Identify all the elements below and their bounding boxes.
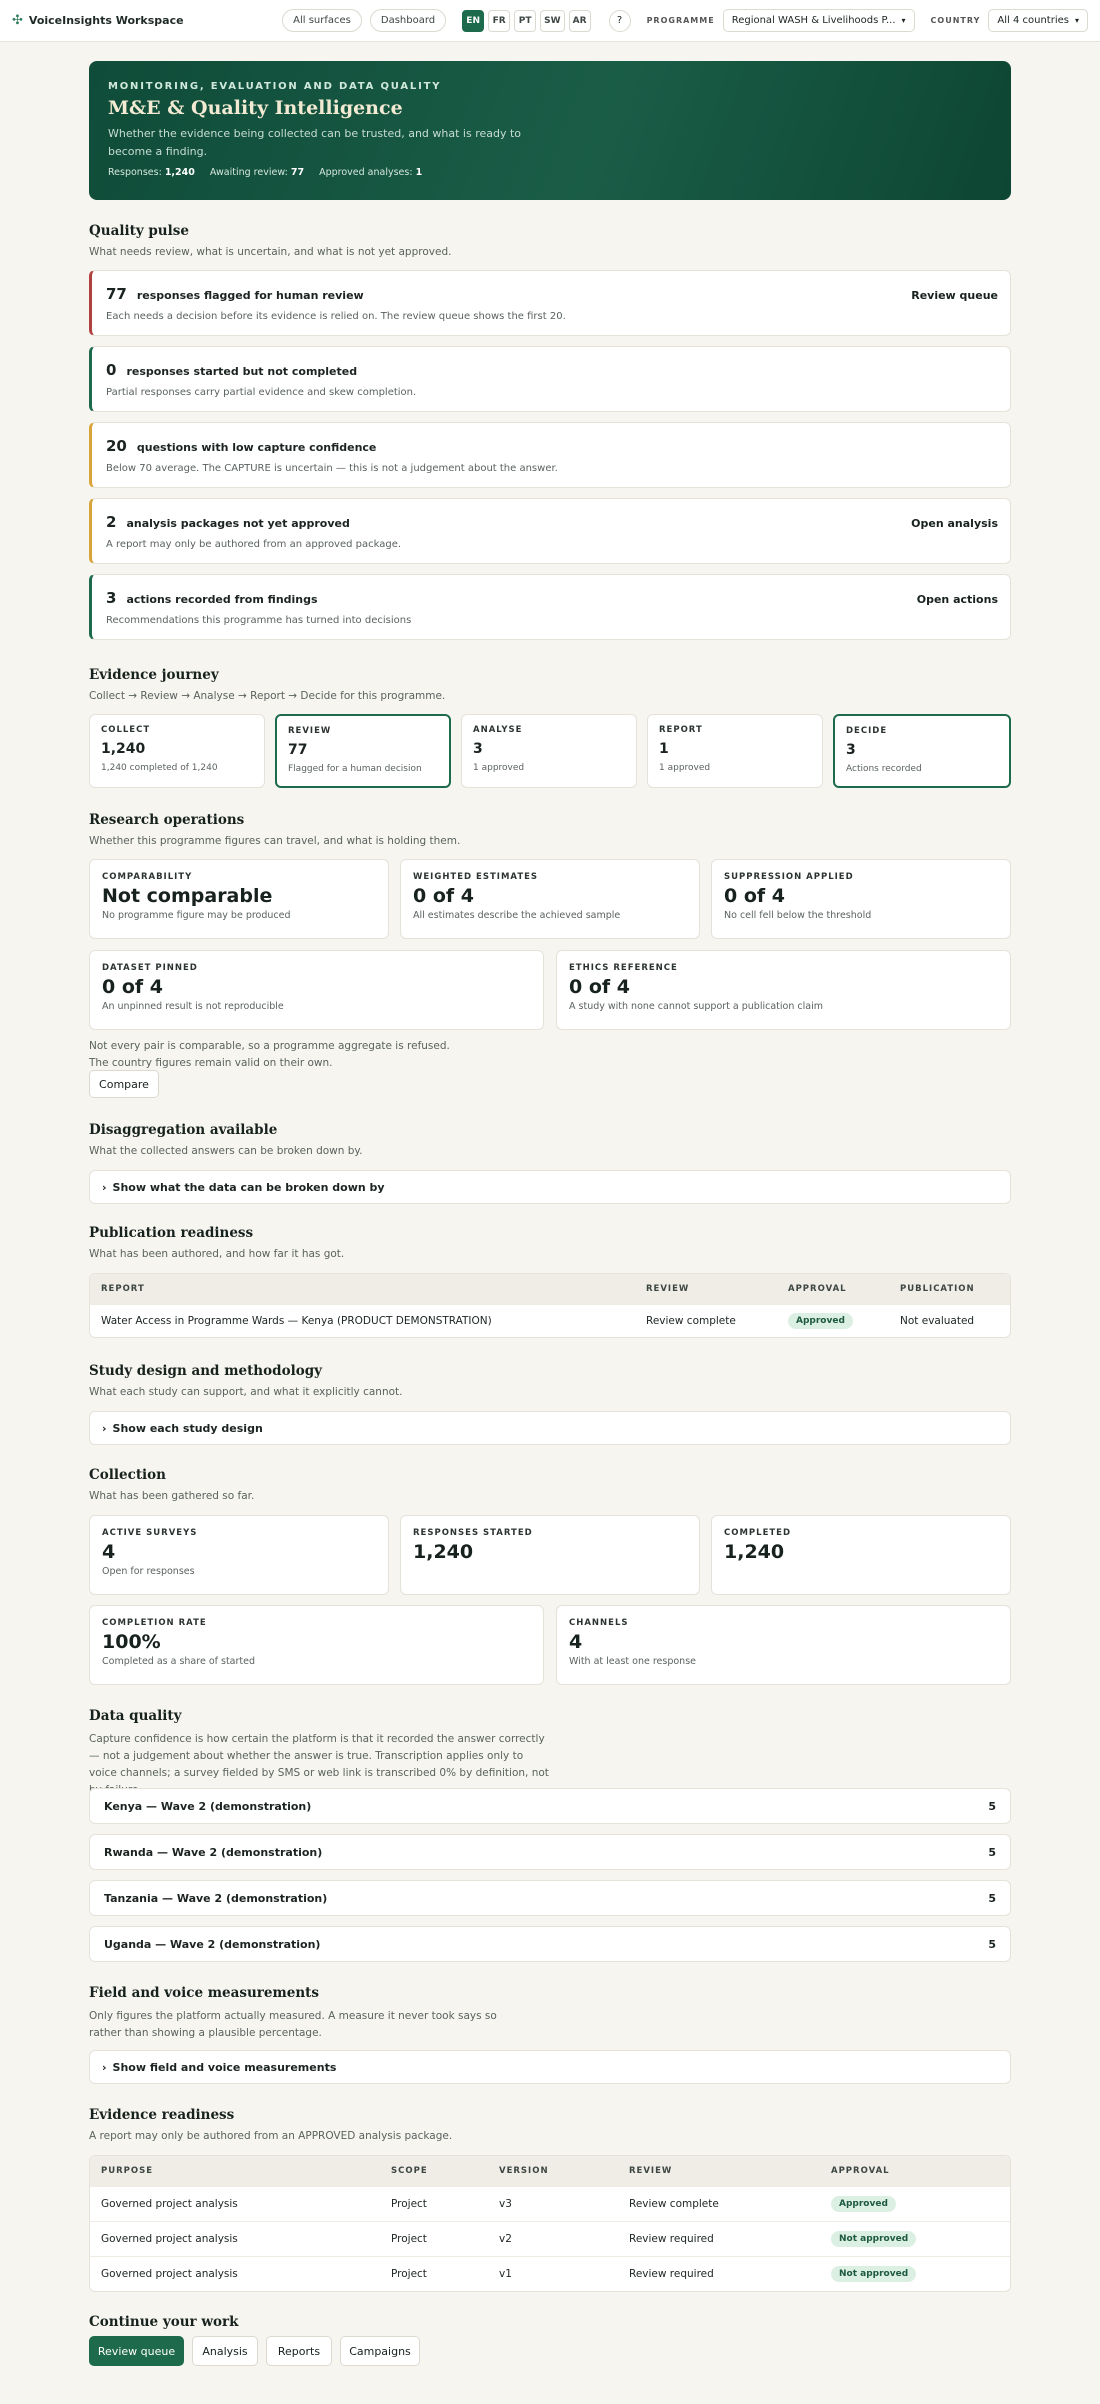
section-subtitle: What the collected answers can be broken down by. [89,1145,363,1157]
scope-cell: Project [391,2233,427,2245]
top-bar [0,0,1100,42]
section-subtitle: What has been authored, and how far it has got. [89,1248,345,1260]
stat-description: A study with none cannot support a publication claim [569,1001,823,1012]
approval-badge: Approved [788,1313,853,1329]
pulse-number: 77 [106,285,127,303]
stat-label: COMPARABILITY [102,872,193,882]
review-cell: Review required [629,2268,714,2280]
version-cell: v1 [499,2268,512,2280]
column-header: REPORT [101,1284,145,1294]
stat-label: ETHICS REFERENCE [569,963,678,973]
approval-cell [820,2231,916,2247]
pulse-card[interactable] [89,270,1011,336]
expander-label: Show what the data can be broken down by [112,1180,385,1194]
review-cell: Review complete [629,2198,719,2210]
journey-label: COLLECT [101,725,151,735]
journey-description: 1 approved [473,763,525,773]
approval-badge: Not approved [831,2266,916,2282]
pulse-number: 2 [106,513,117,531]
pulse-label: questions with low capture confidence [136,441,377,454]
section-subtitle: Whether this programme figures can travel, and what is holding them. [89,835,461,847]
section-title: Publication readiness [89,1225,254,1241]
review-cell: Review required [629,2233,714,2245]
pulse-label: analysis packages not yet approved [126,517,350,530]
pulse-description: Below 70 average. The CAPTURE is uncertain — this is not a judgement about the answer. [106,463,558,474]
evidence-readiness-table [89,2155,1011,2292]
chevron-right-icon: › [102,1421,107,1435]
help-button[interactable]: ? [609,10,631,32]
approved-value: 1 [415,167,423,178]
scope-cell: Project [391,2268,427,2280]
section-subtitle: Collect → Review → Analyse → Report → Decide for this programme. [89,690,446,702]
pulse-description: Each needs a decision before its evidence is relied on. The review queue shows the first 20. [106,311,566,322]
publication-status: Not evaluated [900,1315,975,1327]
stat-value: 1,240 [724,1541,785,1563]
journey-description: 1,240 completed of 1,240 [101,763,218,773]
lang-ar-button[interactable]: AR [569,10,591,32]
study-design-expander[interactable] [89,1411,1011,1445]
data-quality-row[interactable] [89,1926,1011,1962]
stat-value: 0 of 4 [102,976,163,998]
comparability-note: Not every pair is comparable, so a programme aggregate is refused. The country figures remain valid on their own. [89,1040,450,1069]
section-title: Quality pulse [89,223,189,239]
version-cell: v3 [499,2198,512,2210]
survey-count: 5 [988,1937,996,1951]
journey-label: DECIDE [846,726,888,736]
journey-number: 3 [846,742,856,758]
analysis-button[interactable]: Analysis [192,2336,258,2366]
purpose-cell: Governed project analysis [101,2198,238,2210]
journey-number: 77 [288,742,308,758]
stat-channels [556,1605,1011,1685]
caret-down-icon: ▾ [901,16,906,25]
stat-value: 0 of 4 [724,885,785,907]
report-name: Water Access in Programme Wards — Kenya (PRODUCT DEMONSTRATION) [101,1315,492,1327]
stat-value: 0 of 4 [569,976,630,998]
publication-table [89,1273,1011,1338]
section-subtitle: What needs review, what is uncertain, and what is not yet approved. [89,246,452,258]
section-title: Study design and methodology [89,1363,322,1379]
survey-name: Kenya — Wave 2 (demonstration) [104,1799,312,1813]
journey-step-review[interactable] [275,714,451,788]
stat-description: No programme figure may be produced [102,910,291,921]
table-row[interactable] [90,2221,1010,2256]
table-header [90,2156,1010,2186]
survey-count: 5 [988,1891,996,1905]
lang-sw-button[interactable]: SW [540,10,564,32]
dashboard-button[interactable]: Dashboard [370,9,446,32]
stat-value: 0 of 4 [413,885,474,907]
section-title: Field and voice measurements [89,1985,320,2001]
journey-description: Flagged for a human decision [288,764,422,774]
section-subtitle: What has been gathered so far. [89,1490,255,1502]
caret-down-icon: ▾ [1074,16,1079,25]
stat-dataset-pinned [89,950,544,1030]
programme-label: PROGRAMME [646,16,715,25]
data-quality-row[interactable] [89,1834,1011,1870]
responses-value: 1,240 [164,167,195,178]
expander-label: Show each study design [112,1421,263,1435]
data-quality-row[interactable] [89,1880,1011,1916]
column-header: PURPOSE [101,2166,154,2176]
pulse-label: responses started but not completed [126,365,358,378]
lang-fr-button[interactable]: FR [488,10,510,32]
logo-icon: ✣ [12,13,23,28]
stat-description: Completed as a share of started [102,1656,255,1667]
chevron-right-icon: › [102,2060,107,2074]
purpose-cell: Governed project analysis [101,2233,238,2245]
reports-button[interactable]: Reports [266,2336,332,2366]
column-header: VERSION [499,2166,549,2176]
pulse-number: 20 [106,437,127,455]
open-actions-link[interactable]: Open actions [916,593,998,606]
stat-description: An unpinned result is not reproducible [102,1001,284,1012]
review-queue-button[interactable]: Review queue [89,2336,184,2366]
section-subtitle: Only figures the platform actually measured. A measure it never took says so rather than showing a plausible percentage. [89,2010,497,2039]
programme-value: Regional WASH & Livelihoods P... [731,15,896,26]
stat-label: RESPONSES STARTED [413,1528,533,1538]
journey-number: 1 [659,741,669,757]
chevron-right-icon: › [102,1180,107,1194]
journey-description: 1 approved [659,763,711,773]
stat-label: DATASET PINNED [102,963,198,973]
stat-description: No cell fell below the threshold [724,910,872,921]
section-subtitle: Capture confidence is how certain the platform is that it recorded the answer correctly — not a judgement about whether the answer is true. Transcription applies only to voice channels; a survey fielded by SMS or web link is transcribed 0% by definition, not [89,1733,549,1779]
pulse-number: 3 [106,589,117,607]
awaiting-label: Awaiting review: [209,167,288,178]
table-header [90,1274,1010,1304]
lang-pt-button[interactable]: PT [514,10,536,32]
column-header: SCOPE [391,2166,428,2176]
compare-button[interactable]: Compare [89,1070,159,1098]
journey-number: 3 [473,741,483,757]
approval-cell [777,1313,889,1329]
stat-label: CHANNELS [569,1618,629,1628]
stat-weighted-estimates [400,859,700,939]
data-quality-row[interactable] [89,1788,1011,1824]
journey-number: 1,240 [101,741,146,757]
country-value: All 4 countries [997,15,1069,26]
hero-stats [108,167,992,178]
pulse-card [89,422,1011,488]
survey-name: Tanzania — Wave 2 (demonstration) [104,1891,328,1905]
journey-label: REVIEW [288,726,332,736]
pulse-card[interactable] [89,574,1011,640]
field-voice-expander[interactable] [89,2050,1011,2084]
journey-label: REPORT [659,725,703,735]
stat-completion-rate [89,1605,544,1685]
pulse-label: actions recorded from findings [126,593,318,606]
approved-label: Approved analyses: [319,167,413,178]
brand[interactable] [12,13,184,28]
journey-step-report[interactable] [647,714,823,788]
expander-label: Show field and voice measurements [112,2060,337,2074]
section-title: Data quality [89,1708,182,1724]
stat-comparability [89,859,389,939]
stat-label: ACTIVE SURVEYS [102,1528,198,1538]
version-cell: v2 [499,2233,512,2245]
stat-ethics-reference [556,950,1011,1030]
section-title: Evidence journey [89,667,219,683]
stat-value: 4 [569,1631,583,1653]
pulse-description: A report may only be authored from an approved package. [106,539,402,550]
journey-step-analyse[interactable] [461,714,637,788]
stat-value: 1,240 [413,1541,474,1563]
stat-label: SUPPRESSION APPLIED [724,872,854,882]
programme-select[interactable] [723,9,915,32]
stat-label: COMPLETED [724,1528,792,1538]
column-header: REVIEW [629,2166,673,2176]
stat-description: With at least one response [569,1656,697,1667]
journey-step-collect[interactable] [89,714,265,788]
language-switcher [462,10,590,32]
survey-count: 5 [988,1799,996,1813]
country-select[interactable] [988,9,1088,32]
stat-active-surveys [89,1515,389,1595]
section-title: Research operations [89,812,245,828]
hero-eyebrow: MONITORING, EVALUATION AND DATA QUALITY [108,81,442,92]
survey-name: Rwanda — Wave 2 (demonstration) [104,1845,323,1859]
review-status: Review complete [646,1315,736,1327]
pulse-description: Partial responses carry partial evidence and skew completion. [106,387,417,398]
section-title: Continue your work [89,2314,239,2330]
stat-value: 4 [102,1541,116,1563]
stat-completed [711,1515,1011,1595]
pulse-card[interactable] [89,498,1011,564]
pulse-card [89,346,1011,412]
hero-banner [89,61,1011,200]
column-header: PUBLICATION [900,1284,975,1294]
hero-title: M&E & Quality Intelligence [108,97,403,119]
stat-label: WEIGHTED ESTIMATES [413,872,539,882]
awaiting-value: 77 [290,167,305,178]
stat-label: COMPLETION RATE [102,1618,207,1628]
section-title: Disaggregation available [89,1122,278,1138]
open-analysis-link[interactable]: Open analysis [911,517,998,530]
section-subtitle: What each study can support, and what it explicitly cannot. [89,1386,403,1398]
scope-cell: Project [391,2198,427,2210]
responses-label: Responses: [108,167,162,178]
pulse-description: Recommendations this programme has turned into decisions [106,615,412,626]
all-surfaces-button[interactable]: All surfaces [282,9,362,32]
journey-description: Actions recorded [846,764,922,774]
section-title: Collection [89,1467,166,1483]
approval-cell [820,2196,896,2212]
column-header: APPROVAL [831,2166,890,2176]
stat-description: All estimates describe the achieved sample [413,910,621,921]
stat-description: Open for responses [102,1566,195,1577]
approval-badge: Approved [831,2196,896,2212]
column-header: APPROVAL [788,1284,847,1294]
brand-name: VoiceInsights Workspace [28,14,184,27]
survey-count: 5 [988,1845,996,1859]
journey-label: ANALYSE [473,725,523,735]
section-subtitle: A report may only be authored from an APPROVED analysis package. [89,2130,453,2142]
hero-subtitle: Whether the evidence being collected can be trusted, and what is ready to become a finding. [108,127,522,158]
table-row[interactable] [90,2256,1010,2291]
stat-value: 100% [102,1631,161,1653]
review-queue-link[interactable]: Review queue [911,289,998,302]
approval-badge: Not approved [831,2231,916,2247]
stat-suppression [711,859,1011,939]
column-header: REVIEW [646,1284,690,1294]
table-row[interactable] [90,1304,1010,1337]
section-title: Evidence readiness [89,2107,235,2123]
disaggregation-expander[interactable] [89,1170,1011,1204]
stat-value: Not comparable [102,885,273,907]
campaigns-button[interactable]: Campaigns [340,2336,420,2366]
approval-cell [820,2266,916,2282]
stat-responses-started [400,1515,700,1595]
pulse-number: 0 [106,361,117,379]
purpose-cell: Governed project analysis [101,2268,238,2280]
survey-name: Uganda — Wave 2 (demonstration) [104,1937,321,1951]
journey-step-decide[interactable] [833,714,1011,788]
country-label: COUNTRY [930,16,981,25]
pulse-label: responses flagged for human review [136,289,364,302]
lang-en-button[interactable]: EN [462,10,484,32]
table-row[interactable] [90,2186,1010,2221]
